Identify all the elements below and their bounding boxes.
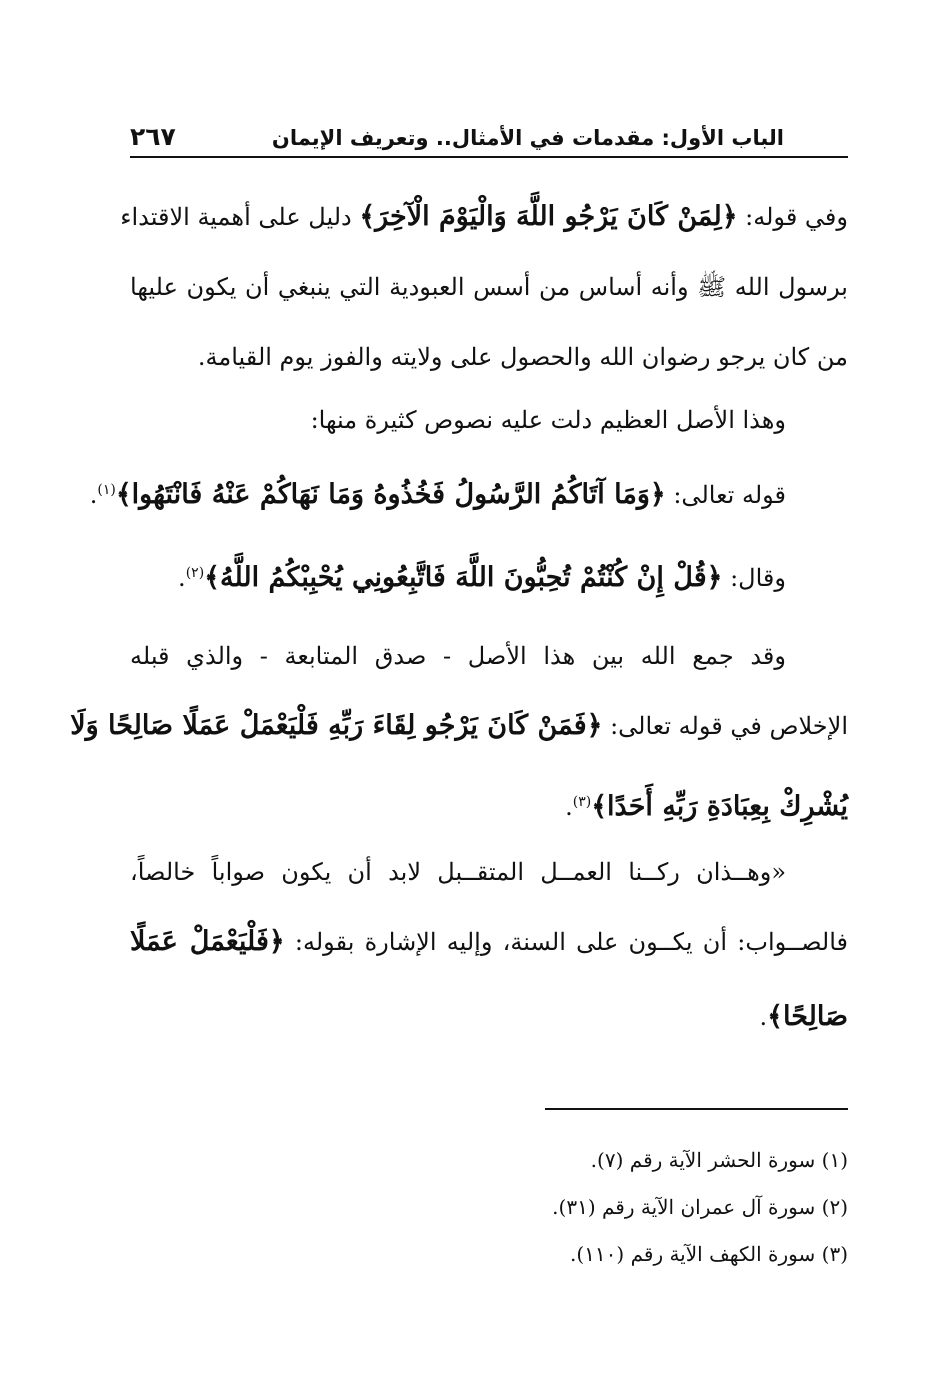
page-header [130,112,848,158]
footnote-ref: (٣) [572,794,592,810]
body-line-1 [120,197,848,237]
body-line-11 [130,922,848,962]
body-line-10: «وهــذان ركــنا العمــل المتقــبل لابد أن يكون صواباً خالصاً، [130,858,786,886]
quran-verse: صَالِحًا﴾ [767,1001,848,1032]
text-span: قوله تعالى: [665,481,786,509]
text-span: وفي قوله: [737,203,848,231]
quran-verse: ﴿فَمَنْ كَانَ يَرْجُو لِقَاءَ رَبِّهِ فَلْيَعْمَلْ عَمَلًا صَالِحًا وَلَا [70,710,603,741]
quran-verse: ﴿قُلْ إِنْ كُنْتُمْ تُحِبُّونَ اللَّهَ فَاتَّبِعُونِي يُحْبِبْكُمُ اللَّهُ﴾ [204,562,723,593]
body-line-9 [130,782,848,827]
body-line-6 [130,553,848,598]
footnote-separator [545,1108,848,1110]
body-line-8 [70,706,848,746]
body-line-4: وهذا الأصل العظيم دلت عليه نصوص كثيرة منها: [310,406,786,434]
footnote-1: (١) سورة الحشر الآية رقم (٧). [590,1148,848,1172]
text-span: . [89,481,98,509]
text-span: . [759,1003,768,1031]
body-line-3: من كان يرجو رضوان الله والحصول على ولايته والفوز يوم القيامة. [197,343,848,371]
quran-verse: يُشْرِكْ بِعِبَادَةِ رَبِّهِ أَحَدًا﴾ [591,791,848,822]
quran-verse: ﴿لِمَنْ كَانَ يَرْجُو اللَّهَ وَالْيَوْمَ الْآخِرَ﴾ [359,201,738,232]
quran-verse: ﴿وَمَا آتَاكُمُ الرَّسُولُ فَخُذُوهُ وَمَا نَهَاكُمْ عَنْهُ فَانْتَهُوا﴾ [115,479,666,510]
body-line-7: وقد جمع الله بين هذا الأصل - صدق المتابعة - والذي قبله [130,642,786,670]
text-span: دليل على أهمية الاقتداء [120,203,360,231]
body-line-5 [89,470,848,515]
text-span: . [565,793,573,821]
footnote-ref: (٢) [185,565,205,581]
footnote-ref: (١) [97,482,116,498]
text-span: . [178,564,186,592]
quran-verse: ﴿فَلْيَعْمَلْ عَمَلًا [130,926,285,957]
text-span: فالصــواب: أن يكــون على السنة، وإليه الإشارة بقوله: [284,928,848,956]
footnote-3: (٣) سورة الكهف الآية رقم (١١٠). [570,1242,848,1266]
body-line-2: برسول الله ﷺ وأنه أساس من أسس العبودية التي ينبغي أن يكون عليها [130,273,848,301]
running-title: الباب الأول: مقدمات في الأمثال.. وتعريف الإيمان [271,126,784,150]
footnote-2: (٢) سورة آل عمران الآية رقم (٣١). [552,1195,848,1219]
body-line-12 [130,997,848,1037]
text-span: الإخلاص في قوله تعالى: [602,712,848,740]
text-span: وقال: [722,564,786,592]
page-number: ٢٦٧ [130,122,176,151]
